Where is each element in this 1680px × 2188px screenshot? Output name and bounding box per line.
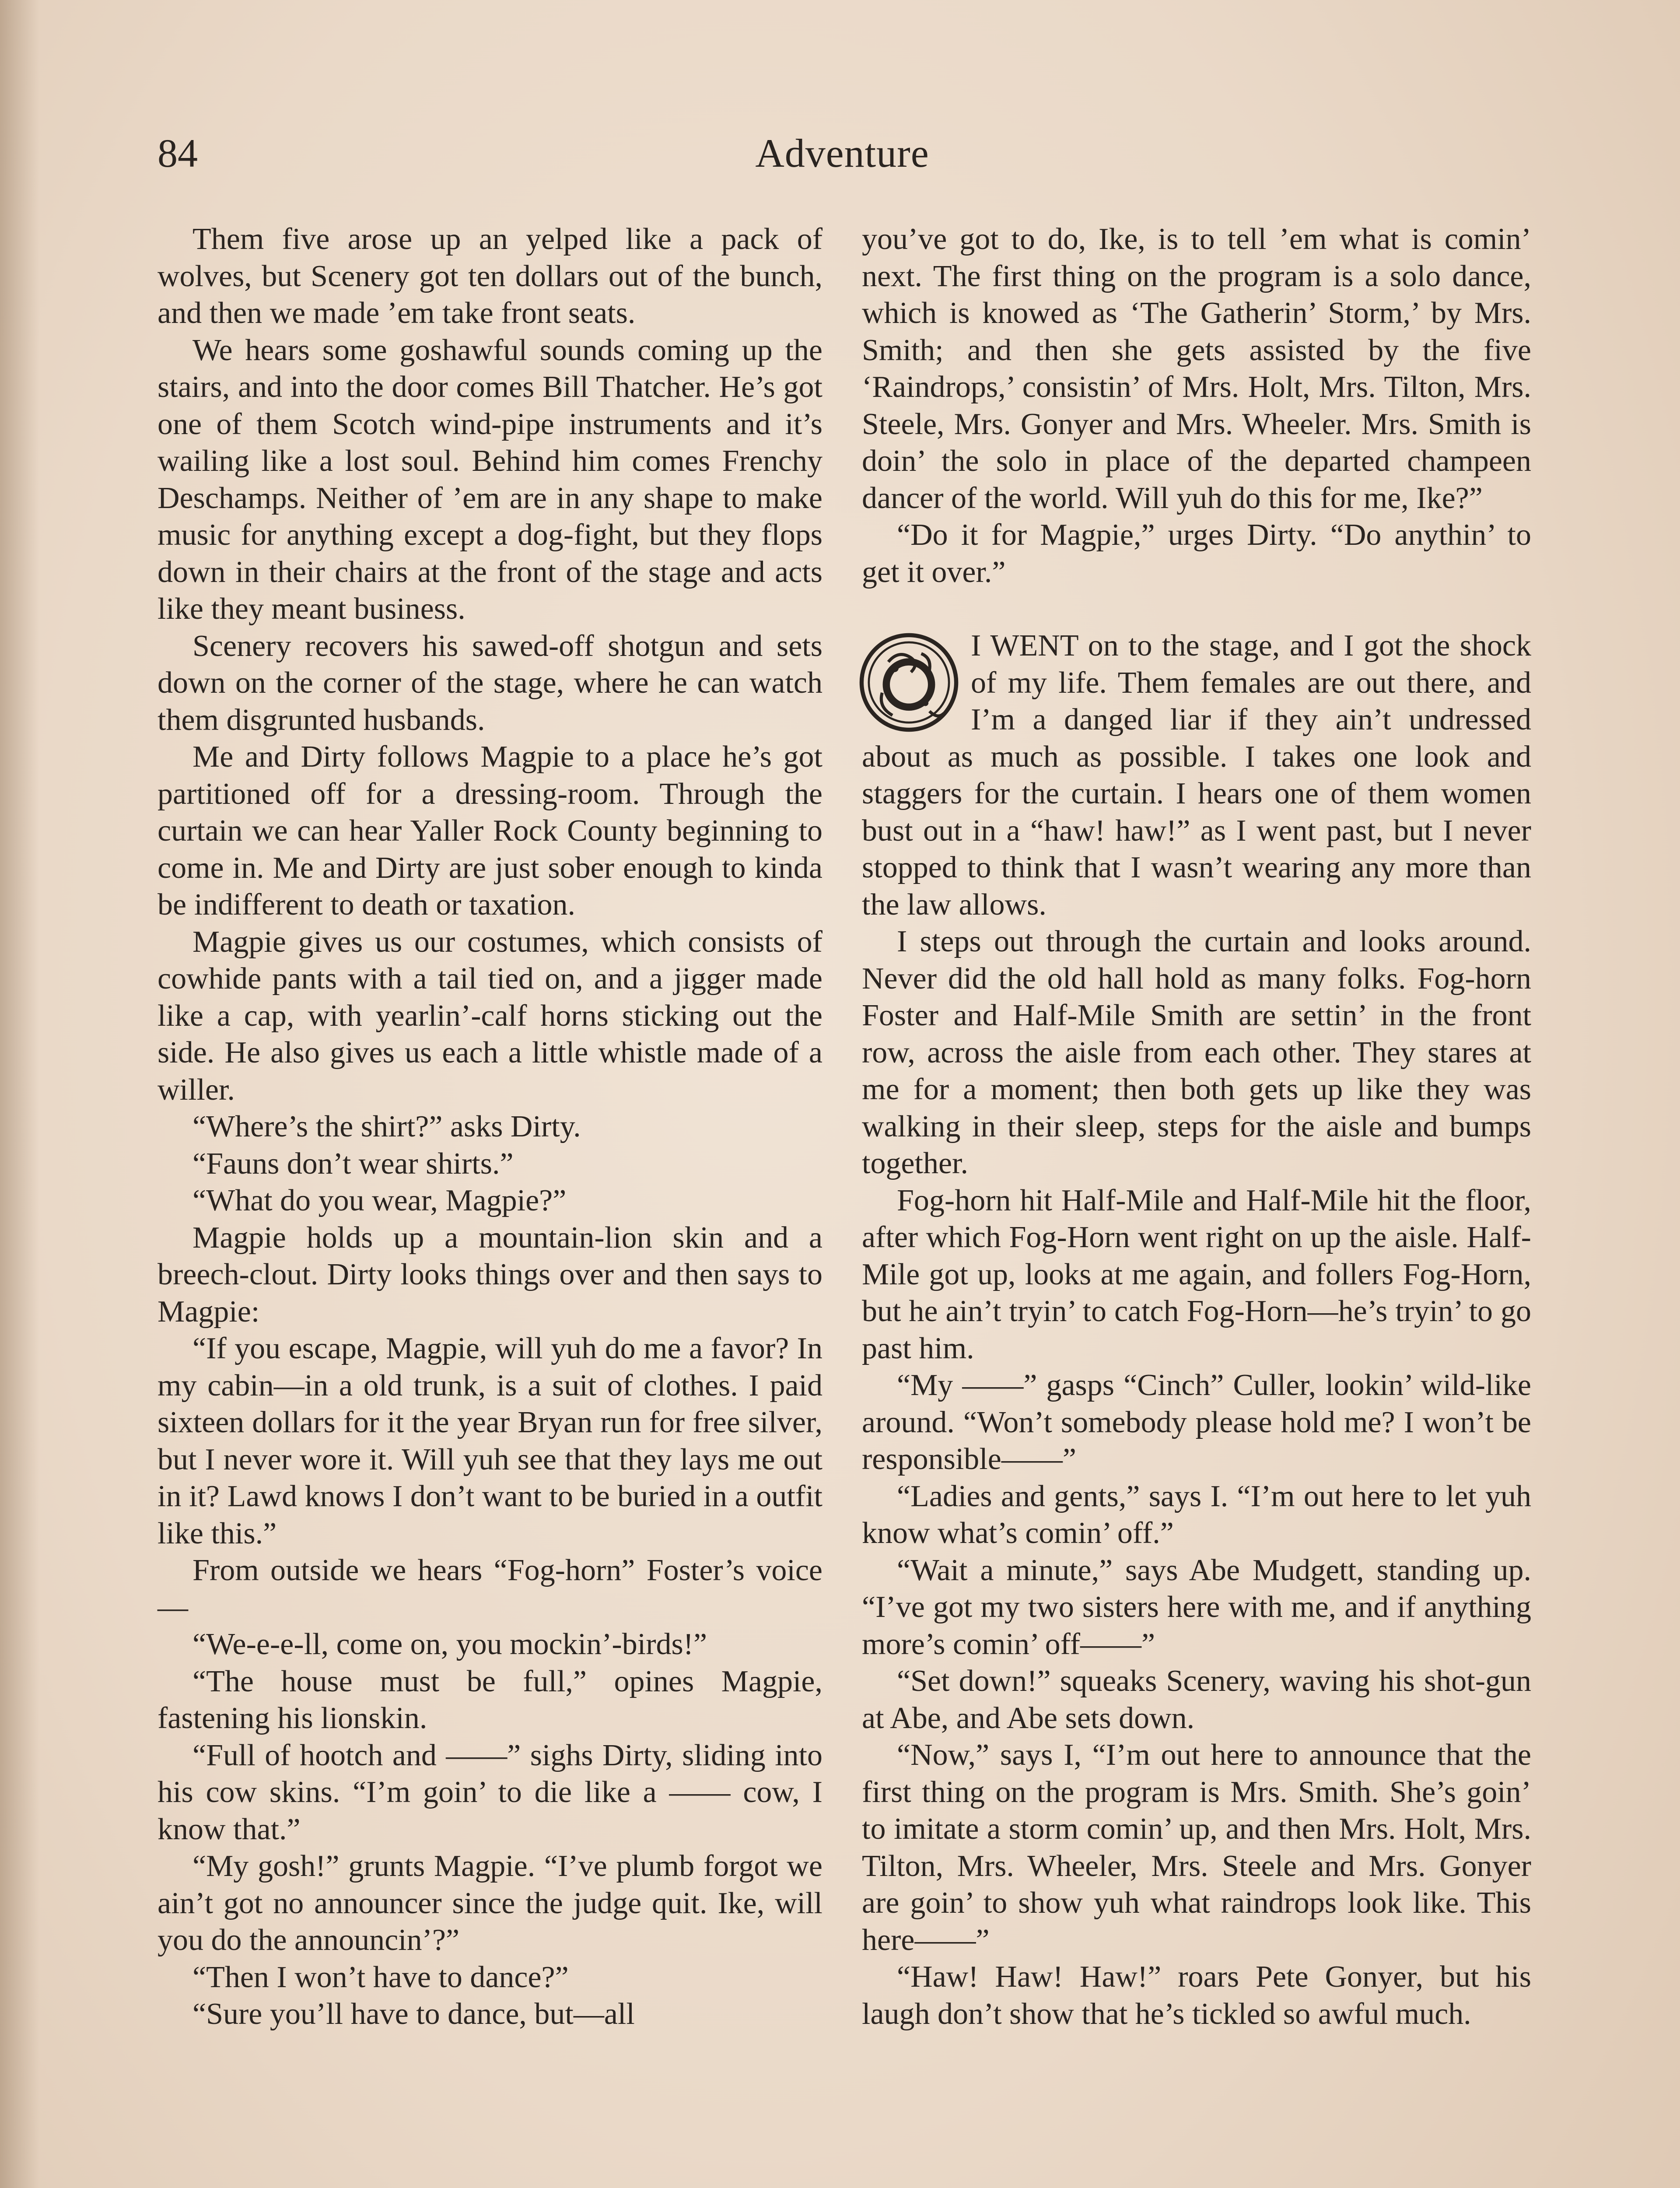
paragraph: From outside we hears “Fog-horn” Foster’s voice—: [158, 1553, 822, 1624]
page-number: 84: [158, 131, 198, 175]
paragraph: “Do it for Magpie,” urges Dirty. “Do anythin’ to get it over.”: [862, 518, 1531, 589]
ornamental-dropcap-icon: [858, 631, 960, 734]
page-header: [158, 127, 1527, 179]
page-edge-shadow: [0, 0, 39, 2188]
paragraph: “Now,” says I, “I’m out here to announce that the first thing on the program is Mrs. Smith. She’s goin’ to imitate a storm comin’ up, and then Mrs. Holt, Mrs. Tilton, Mrs. Wheeler, Mrs. Steele and Mrs. Gonyer are goin’ to show yuh what raindrops look like. This here——”: [862, 1738, 1531, 1957]
running-title: Adventure: [755, 131, 929, 175]
section-break: [862, 591, 1531, 628]
paragraph: “My gosh!” grunts Magpie. “I’ve plumb forgot we ain’t got no announcer since the judge quit. Ike, will you do the announcin’?”: [158, 1849, 822, 1957]
paragraph: “Sure you’ll have to dance, but—all: [192, 1997, 635, 2031]
paragraph: “Then I won’t have to dance?”: [192, 1960, 569, 1994]
paragraph: “Haw! Haw! Haw!” roars Pete Gonyer, but his laugh don’t show that he’s tickled so awful much.: [862, 1960, 1531, 2031]
paragraph: “If you escape, Magpie, will yuh do me a favor? In my cabin—in a old trunk, is a suit of clothes. I paid sixteen dollars for it the year Bryan run for free silver, but I never wore it. Will yuh see that they lays me out in it? Lawd knows I don’t want to be buried in a outfit like this.”: [158, 1332, 822, 1550]
paragraph: “The house must be full,” opines Magpie, fastening his lionskin.: [158, 1664, 822, 1735]
paragraph: you’ve got to do, Ike, is to tell ’em what is comin’ next. The first thing on the program is a solo dance, which is knowed as ‘The Gatherin’ Storm,’ by Mrs. Smith; and then she gets assisted by the five ‘Raindrops,’ consistin’ of Mrs. Holt, Mrs. Tilton, Mrs. Steele, Mrs. Gonyer and Mrs. Wheeler. Mrs. Smith is doin’ the solo in place of the departed champeen dancer of the world. Will yuh do this for me, Ike?”: [862, 222, 1531, 515]
paragraph: “What do you wear, Magpie?”: [192, 1184, 567, 1217]
paragraph: “My ——” gasps “Cinch” Culler, lookin’ wild-like around. “Won’t somebody please hold me? I won’t be responsible——”: [862, 1368, 1531, 1476]
paragraph: We hears some goshawful sounds coming up the stairs, and into the door comes Bill Thatcher. He’s got one of them Scotch wind-pipe instruments and it’s wailing like a lost soul. Behind him comes Frenchy Deschamps. Neither of ’em are in any shape to make music for anything except a dog-fight, but they flops down in their chairs at the front of the stage and acts like they meant business.: [158, 333, 822, 626]
paragraph: “We-e-e-ll, come on, you mockin’-birds!”: [192, 1627, 707, 1661]
dropcap-paragraph: [862, 628, 1531, 923]
paragraph: Fog-horn hit Half-Mile and Half-Mile hit the floor, after which Fog-Horn went right on up the aisle. Half-Mile got up, looks at me again, and follers Fog-Horn, but he ain’t tryin’ to catch Fog-Horn—he’s tryin’ to go past him.: [862, 1183, 1531, 1365]
paragraph: “Ladies and gents,” says I. “I’m out here to let yuh know what’s comin’ off.”: [862, 1479, 1531, 1550]
paragraph: “Fauns don’t wear shirts.”: [192, 1147, 514, 1181]
paragraph: Magpie holds up a mountain-lion skin and a breech-clout. Dirty looks things over and then says to Magpie:: [158, 1220, 822, 1329]
paragraph: I steps out through the curtain and looks around. Never did the old hall hold as many folks. Fog-horn Foster and Half-Mile Smith are settin’ in the front row, across the aisle from each other. They stares at me for a moment; then both gets up like they was walking in their sleep, steps for the aisle and bumps together.: [862, 925, 1531, 1180]
dropcap-paragraph-text: I WENT on to the stage, and I got the shock of my life. Them females are out there, and I’m a danged liar if they ain’t undressed about as much as possible. I takes one look and staggers for the curtain. I hears one of them women bust out in a “haw! haw!” as I went past, but I never stopped to think that I wasn’t wearing any more than the law allows.: [862, 629, 1531, 922]
paragraph: “Wait a minute,” says Abe Mudgett, standing up. “I’ve got my two sisters here with me, and if anything more’s comin’ off——”: [862, 1553, 1531, 1661]
paragraph: “Set down!” squeaks Scenery, waving his shot-gun at Abe, and Abe sets down.: [862, 1664, 1531, 1735]
paragraph: Scenery recovers his sawed-off shotgun and sets down on the corner of the stage, where he can watch them disgrunted husbands.: [158, 629, 822, 737]
paragraph: Them five arose up an yelped like a pack of wolves, but Scenery got ten dollars out of the bunch, and then we made ’em take front seats.: [158, 222, 822, 330]
right-column: [862, 221, 1531, 2033]
paragraph: Me and Dirty follows Magpie to a place he’s got partitioned off for a dressing-room. Through the curtain we can hear Yaller Rock County beginning to come in. Me and Dirty are just sober enough to kinda be indifferent to death or taxation.: [158, 740, 822, 922]
paragraph: “Where’s the shirt?” asks Dirty.: [192, 1110, 581, 1143]
paragraph: “Full of hootch and ——” sighs Dirty, sliding into his cow skins. “I’m goin’ to die like a —— cow, I know that.”: [158, 1738, 822, 1846]
paragraph: Magpie gives us our costumes, which consists of cowhide pants with a tail tied on, and a jigger made like a cap, with yearlin’-calf horns sticking out the side. He also gives us each a little whistle made of a willer.: [158, 925, 822, 1107]
left-column: [158, 221, 822, 2033]
